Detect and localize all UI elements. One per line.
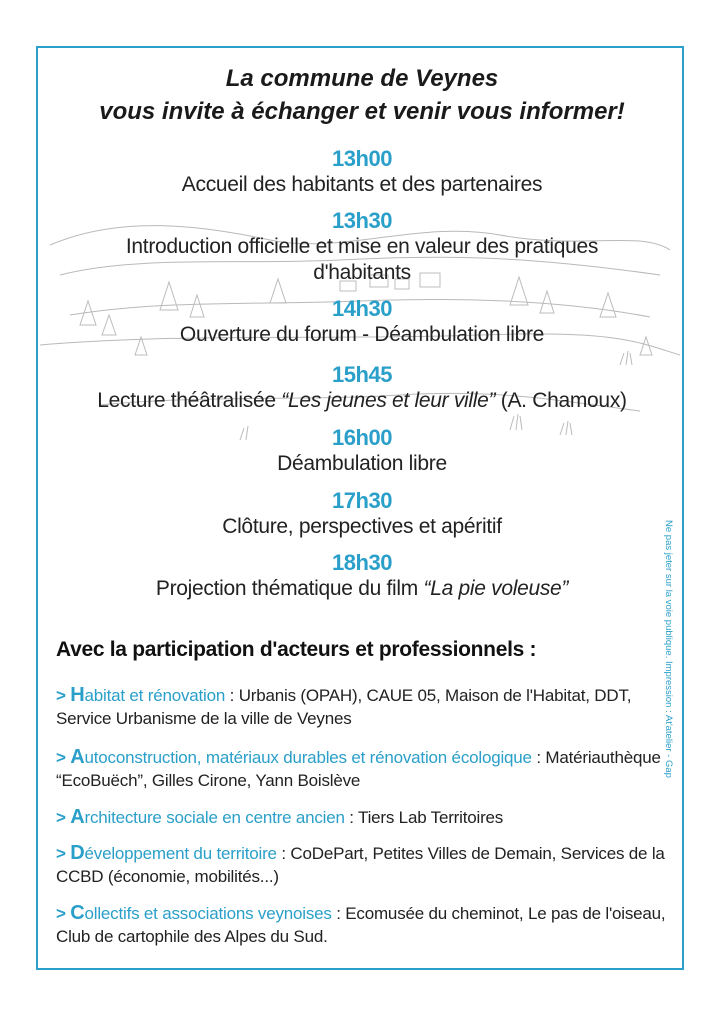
actor-list: CoDePart, Petites Villes de Demain, Services de la CCBD (économie, mobilités...): [56, 844, 665, 886]
program-description-text: Lecture théâtralisée: [97, 389, 282, 412]
category-rest: ollectifs et associations veynoises: [84, 904, 332, 923]
program-description-continued: d'habitants: [313, 261, 411, 284]
arrow-marker: >: [56, 686, 71, 705]
category-initial: A: [70, 746, 85, 768]
program-item: [0, 550, 724, 602]
arrow-marker: >: [56, 904, 71, 923]
actor-item: [56, 806, 666, 829]
header-line-2: vous invite à échanger et venir vous informer!: [99, 98, 625, 125]
program-time: 18h30: [332, 550, 392, 575]
program-description-author: (A. Chamoux): [495, 389, 627, 412]
category-initial: H: [70, 684, 85, 706]
category-separator: :: [225, 686, 239, 705]
program-item: [0, 146, 724, 198]
program-time: 17h30: [332, 488, 392, 513]
category-separator: :: [531, 748, 546, 767]
category-initial: D: [70, 842, 85, 864]
actor-category: [70, 904, 331, 923]
actor-list: Tiers Lab Territoires: [358, 808, 504, 827]
category-separator: :: [331, 904, 346, 923]
category-rest: abitat et rénovation: [84, 686, 226, 705]
printer-disclaimer: Ne pas jeter sur la voie publique. Impression : At'atelier - Gap: [663, 520, 674, 778]
program-time: 13h00: [332, 146, 392, 171]
program-description: [0, 576, 724, 602]
program-item: [0, 488, 724, 540]
category-rest: rchitecture sociale en centre ancien: [84, 808, 345, 827]
actor-list: Ecomusée du cheminot, Le pas de l'oiseau, Club de cartophile des Alpes du Sud.: [56, 904, 666, 946]
category-rest: éveloppement du territoire: [84, 844, 277, 863]
arrow-marker: >: [56, 844, 71, 863]
program-item: [0, 362, 724, 414]
actor-list: Matériauthèque “EcoBuëch”, Gilles Cirone, Yann Boislève: [56, 748, 661, 790]
program-description-title: “La pie voleuse”: [423, 577, 569, 600]
category-separator: :: [344, 808, 359, 827]
program-description: Déambulation libre: [277, 452, 447, 475]
header-line-1: La commune de Veynes: [225, 65, 499, 92]
program-description-title: “Les jeunes et leur ville”: [281, 389, 496, 412]
program-description: Ouverture du forum - Déambulation libre: [179, 323, 545, 346]
program-time: 16h00: [332, 425, 392, 450]
category-initial: C: [70, 902, 85, 924]
actor-category: [70, 808, 344, 827]
program-description: Accueil des habitants et des partenaires: [181, 173, 543, 196]
program-item: [0, 208, 724, 286]
actor-category: [70, 748, 532, 767]
arrow-marker: >: [56, 748, 71, 767]
participation-title: Avec la participation d'acteurs et professionnels :: [56, 638, 537, 661]
actor-list: Urbanis (OPAH), CAUE 05, Maison de l'Habitat, DDT, Service Urbanisme de la ville de Veynes: [56, 686, 632, 728]
program-description: [0, 388, 724, 414]
actor-item: [56, 842, 666, 888]
program-time: 15h45: [332, 362, 392, 387]
program-item: [0, 296, 724, 348]
category-separator: :: [276, 844, 291, 863]
actor-item: [56, 902, 666, 948]
program-description-text: Projection thématique du film: [155, 577, 424, 600]
actor-item: [56, 746, 666, 792]
program-description: Clôture, perspectives et apéritif: [222, 515, 502, 538]
category-initial: A: [70, 806, 85, 828]
program-item: [0, 425, 724, 477]
program-time: 14h30: [332, 296, 392, 321]
actor-item: [56, 684, 666, 730]
actor-category: [70, 844, 277, 863]
arrow-marker: >: [56, 808, 71, 827]
program-time: 13h30: [332, 208, 392, 233]
actor-category: [70, 686, 225, 705]
category-rest: utoconstruction, matériaux durables et rénovation écologique: [84, 748, 532, 767]
program-description: Introduction officielle et mise en valeur des pratiques: [125, 235, 599, 258]
